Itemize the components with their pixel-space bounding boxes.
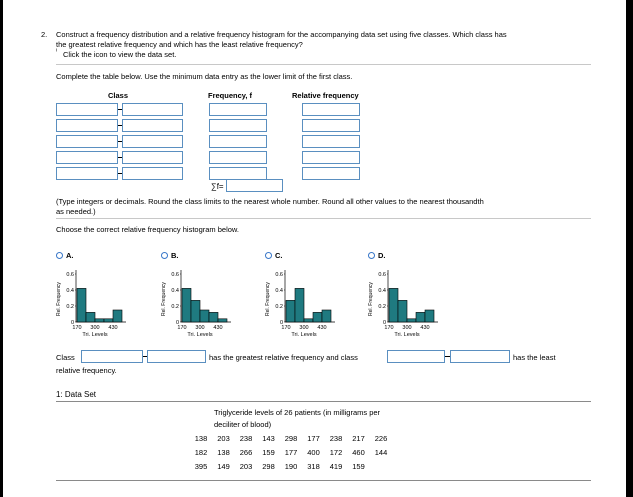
relative-frequency-input-5[interactable] <box>302 167 360 180</box>
histogram-bar <box>416 312 425 322</box>
dataset-value: 226 <box>374 434 388 443</box>
y-axis-label: Rel. Frequency <box>161 282 167 316</box>
histogram-bar <box>304 319 313 322</box>
table-instruction: Complete the table below. Use the minimum data entry as the lower limit of the first class. <box>56 72 353 81</box>
frequency-input-1[interactable] <box>209 103 267 116</box>
histogram-bar <box>191 300 200 322</box>
class-lower-2[interactable] <box>56 119 118 132</box>
header-class: Class <box>108 91 129 100</box>
x-axis-label: Tri. Levels <box>187 332 213 338</box>
dataset-value: 144 <box>374 448 388 457</box>
dataset-value: 143 <box>262 434 275 443</box>
histogram-bar <box>425 310 434 322</box>
x-axis-label: Tri. Levels <box>291 332 317 338</box>
y-tick-label: 0.4 <box>378 288 386 294</box>
histogram-c <box>265 262 345 340</box>
histogram-bar <box>389 288 398 322</box>
least-class-lower[interactable] <box>387 350 445 363</box>
view-data-set-link[interactable]: Click the icon to view the data set. <box>63 50 177 59</box>
question-text-line1: Construct a frequency distribution and a relative frequency histogram for the accompanying data set using five classes. Which class has <box>56 30 507 39</box>
dataset-value: 203 <box>239 462 253 471</box>
header-frequency: Frequency, f <box>208 91 253 100</box>
x-tick-label: 430 <box>420 325 430 331</box>
histogram-bar <box>95 319 104 322</box>
y-axis-label: Rel. Frequency <box>265 282 271 316</box>
y-tick-label: 0.2 <box>378 304 386 310</box>
x-tick-label: 170 <box>384 325 394 331</box>
dataset-value: 460 <box>352 448 365 457</box>
x-tick-label: 300 <box>90 325 100 331</box>
class-lower-5[interactable] <box>56 167 118 180</box>
dataset-value: 395 <box>194 462 208 471</box>
y-tick-label: 0 <box>382 320 386 326</box>
x-tick-label: 300 <box>402 325 412 331</box>
sum-label: ∑f= <box>211 182 224 191</box>
histogram-d <box>368 262 448 340</box>
dataset-value: 138 <box>194 434 208 443</box>
option-d-radio[interactable] <box>368 252 375 259</box>
histogram-bar <box>407 319 416 322</box>
dataset-value: 177 <box>307 434 320 443</box>
relative-frequency-input-2[interactable] <box>302 119 360 132</box>
y-tick-label: 0.4 <box>66 288 74 294</box>
histogram-bar <box>295 288 304 322</box>
answer-suffix: has the least <box>513 353 556 362</box>
class-upper-4[interactable] <box>122 151 183 164</box>
y-tick-label: 0.6 <box>171 272 179 278</box>
class-lower-4[interactable] <box>56 151 118 164</box>
y-tick-label: 0.2 <box>275 304 283 310</box>
histogram-a <box>56 262 136 340</box>
option-d-label[interactable]: D. <box>378 251 386 260</box>
histogram-b <box>161 262 241 340</box>
dataset-value: 172 <box>329 448 343 457</box>
histogram-bar <box>182 288 191 322</box>
relative-frequency-input-3[interactable] <box>302 135 360 148</box>
dataset-title-line2: deciliter of blood) <box>214 420 272 429</box>
header-relative-frequency: Relative frequency <box>292 91 359 100</box>
histogram-bar <box>286 300 295 322</box>
question-number: 2. <box>41 30 48 39</box>
histogram-bar <box>200 310 209 322</box>
option-c-label[interactable]: C. <box>275 251 283 260</box>
histogram-prompt: Choose the correct relative frequency histogram below. <box>56 225 240 234</box>
y-tick-label: 0.4 <box>171 288 179 294</box>
window-edge-right <box>626 0 633 497</box>
answer-middle-text: has the greatest relative frequency and class <box>209 353 358 362</box>
dataset-title-line1: Triglyceride levels of 26 patients (in milligrams per <box>214 408 381 417</box>
option-a-radio[interactable] <box>56 252 63 259</box>
dataset-bottom-divider <box>56 480 591 481</box>
dataset-value: 238 <box>329 434 343 443</box>
option-b-radio[interactable] <box>161 252 168 259</box>
dataset-value: 138 <box>217 448 230 457</box>
x-tick-label: 430 <box>317 325 327 331</box>
least-class-upper[interactable] <box>450 350 510 363</box>
rounding-note-line1: (Type integers or decimals. Round the class limits to the nearest whole number. Round all other values to the nearest thousandth <box>56 197 484 206</box>
window-edge-left <box>0 0 3 497</box>
class-upper-5[interactable] <box>122 167 183 180</box>
y-tick-label: 0.2 <box>171 304 179 310</box>
histogram-bar <box>86 312 95 322</box>
dataset-value: 266 <box>239 448 253 457</box>
rounding-note-line2: as needed.) <box>56 207 96 216</box>
class-upper-2[interactable] <box>122 119 183 132</box>
dataset-value: 159 <box>262 448 275 457</box>
y-tick-label: 0 <box>70 320 74 326</box>
question-panel <box>36 16 594 494</box>
option-a-label[interactable]: A. <box>66 251 74 260</box>
class-upper-3[interactable] <box>122 135 183 148</box>
dataset-value: 318 <box>307 462 320 471</box>
info-icon[interactable]: ⁱ <box>56 47 58 56</box>
y-tick-label: 0.6 <box>275 272 283 278</box>
dataset-divider <box>56 401 591 402</box>
y-tick-label: 0.4 <box>275 288 283 294</box>
dataset-value: 182 <box>194 448 208 457</box>
dataset-value: 400 <box>307 448 320 457</box>
x-tick-label: 430 <box>108 325 118 331</box>
histogram-bar <box>104 319 113 322</box>
dataset-value: 149 <box>217 462 230 471</box>
x-tick-label: 300 <box>299 325 309 331</box>
answer-prefix: Class <box>56 353 75 362</box>
greatest-class-lower[interactable] <box>81 350 143 363</box>
histogram-bar <box>218 319 227 322</box>
histogram-bar <box>209 312 218 322</box>
dataset-value: 159 <box>352 462 365 471</box>
sum-frequency-input[interactable] <box>226 179 283 192</box>
dataset-value: 419 <box>329 462 343 471</box>
dataset-header: 1: Data Set <box>56 390 97 399</box>
dataset-value: 298 <box>284 434 298 443</box>
option-b-label[interactable]: B. <box>171 251 179 260</box>
y-tick-label: 0 <box>175 320 179 326</box>
divider <box>56 64 591 65</box>
y-tick-label: 0.6 <box>378 272 386 278</box>
dataset-value: 238 <box>239 434 253 443</box>
x-axis-label: Tri. Levels <box>82 332 108 338</box>
x-tick-label: 170 <box>177 325 187 331</box>
y-tick-label: 0 <box>279 320 283 326</box>
class-upper-1[interactable] <box>122 103 183 116</box>
histogram-bar <box>113 310 122 322</box>
x-axis-label: Tri. Levels <box>394 332 420 338</box>
dataset-value: 217 <box>352 434 365 443</box>
relative-frequency-input-1[interactable] <box>302 103 360 116</box>
x-tick-label: 430 <box>213 325 223 331</box>
histogram-bar <box>398 300 407 322</box>
frequency-input-3[interactable] <box>209 135 267 148</box>
x-tick-label: 170 <box>281 325 291 331</box>
class-lower-3[interactable] <box>56 135 118 148</box>
histogram-bar <box>322 310 331 322</box>
y-tick-label: 0.6 <box>66 272 74 278</box>
answer-line2: relative frequency. <box>56 366 117 375</box>
greatest-class-upper[interactable] <box>147 350 206 363</box>
frequency-input-4[interactable] <box>209 151 267 164</box>
question-text-line2: the greatest relative frequency and which has the least relative frequency? <box>56 40 303 49</box>
dataset-value: 190 <box>284 462 298 471</box>
y-tick-label: 0.2 <box>66 304 74 310</box>
x-tick-label: 300 <box>195 325 205 331</box>
x-tick-label: 170 <box>72 325 82 331</box>
frequency-input-2[interactable] <box>209 119 267 132</box>
histogram-bar <box>313 312 322 322</box>
histogram-bar <box>77 288 86 322</box>
option-c-radio[interactable] <box>265 252 272 259</box>
dataset-value: 298 <box>262 462 275 471</box>
relative-frequency-input-4[interactable] <box>302 151 360 164</box>
divider <box>56 218 591 219</box>
dataset-value: 177 <box>284 448 298 457</box>
y-axis-label: Rel. Frequency <box>368 282 374 316</box>
y-axis-label: Rel. Frequency <box>56 282 62 316</box>
class-lower-1[interactable] <box>56 103 118 116</box>
dataset-value: 203 <box>217 434 230 443</box>
